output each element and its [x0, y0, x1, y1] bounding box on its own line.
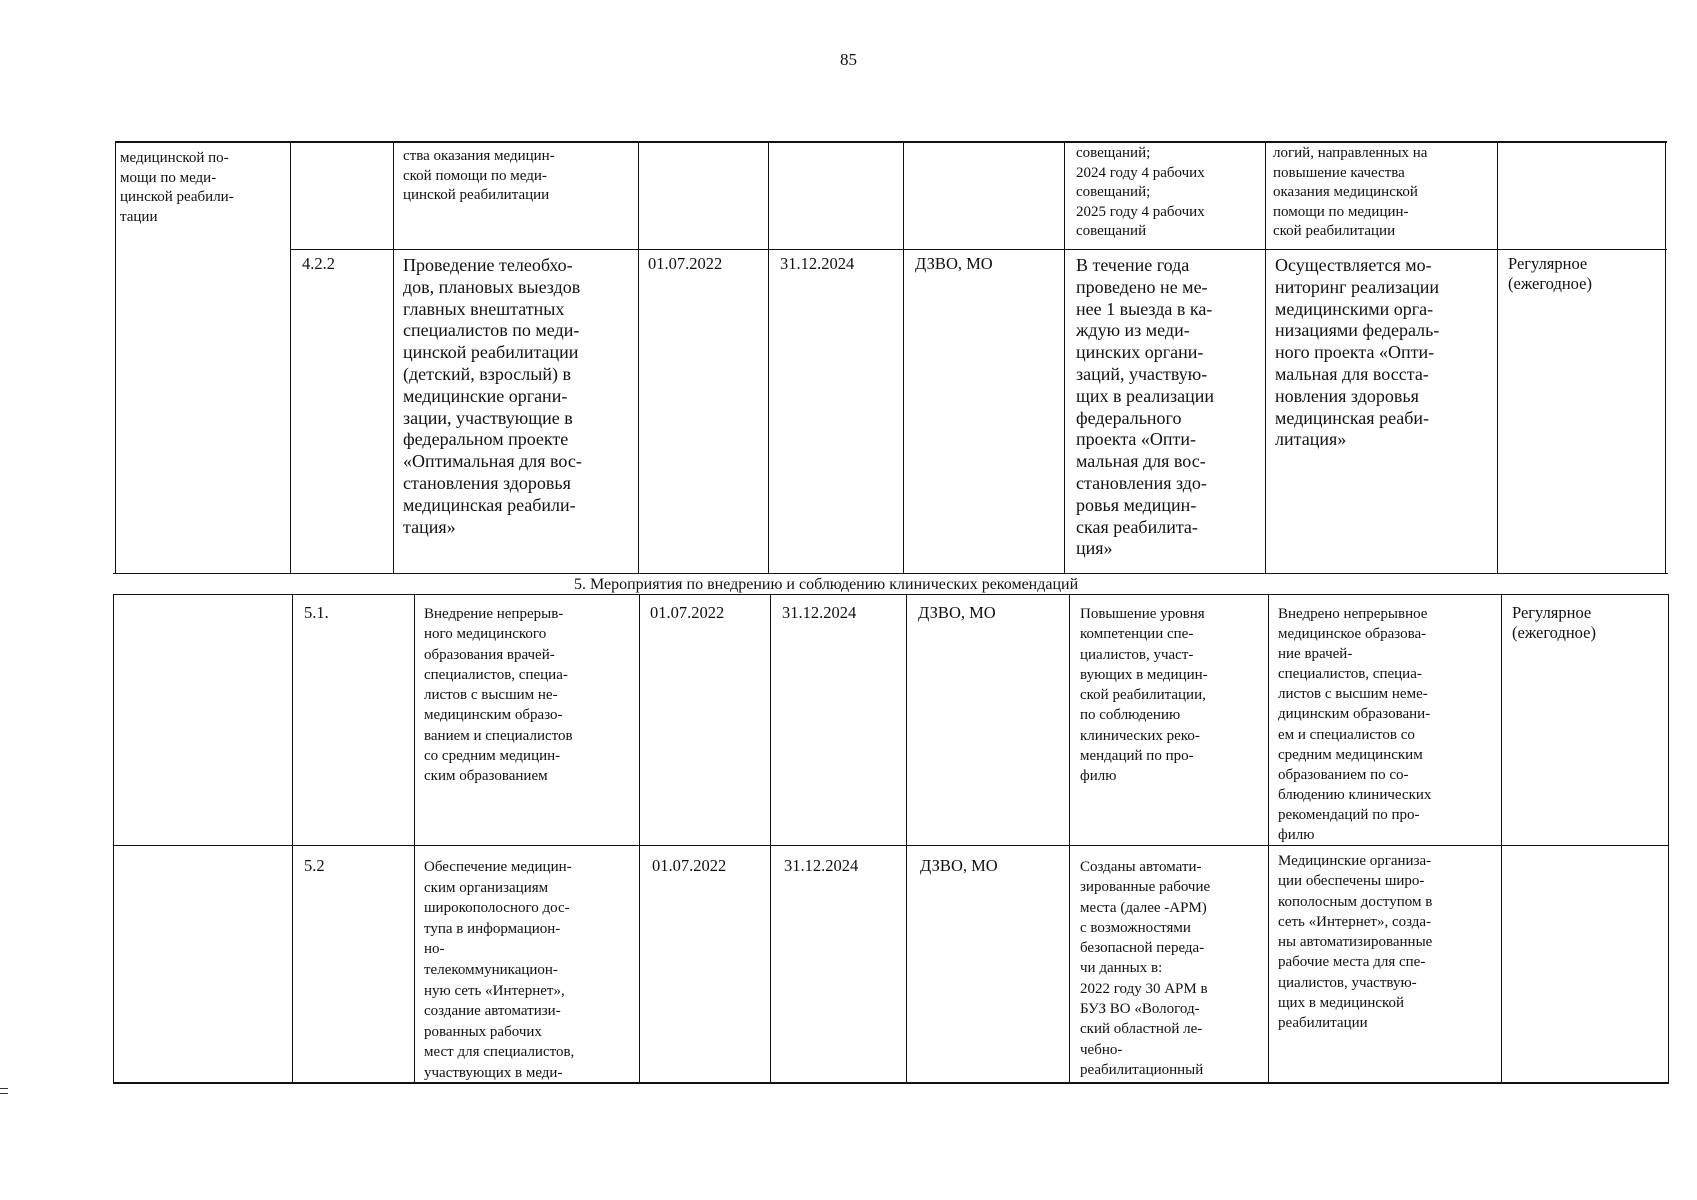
section5-top-border [113, 573, 1668, 574]
row-start-date: 01.07.2022 [652, 856, 727, 875]
row-divider-2 [113, 845, 1668, 846]
row-indicator: В течение года проведено не ме- нее 1 выезда в ка- ждую из меди- цинских органи- заций, участвую- щих в реализации федерального проекта «Опти- мальная для вос- становления здо- ровья медицин- ская реабилита- ция» [1076, 255, 1214, 559]
continuation-col3: ства оказания медицин- ской помощи по меди- цинской реабилитации [403, 148, 555, 203]
row-start-date: 01.07.2022 [650, 603, 725, 622]
row-result: Медицинские организа- ции обеспечены широ- кополосным доступом в сеть «Интернет», созда- ны автоматизированные рабочие места для спе- циалистов, участвую- щих в медицинской реабилитации [1278, 853, 1433, 1032]
table-bottom-border [113, 1082, 1669, 1084]
col-border-8-lower [1501, 594, 1502, 1083]
col-border-9 [1665, 141, 1666, 573]
col-border-2-lower [414, 594, 415, 1083]
col-border-3-lower [639, 594, 640, 1083]
row-responsible: ДЗВО, МО [918, 603, 996, 622]
row-result: Внедрено непрерывное медицинское образова- ние врачей- специалистов, специа- листов с высшим неме- дицинским образовани- ем и специалистов со средним медицинским образованием по со- блюдению клинических рекомендаций по про- филю [1278, 606, 1432, 844]
col-border-0-lower [113, 594, 114, 1083]
row-activity-name: Внедрение непрерыв- ного медицинского образования врачей- специалистов, специа- листов с высшим не- медицинским образо- ванием и специалистов со средним медицин- ским образованием [424, 606, 573, 785]
col-border-6-lower [1069, 594, 1070, 1083]
col-border-9-lower [1668, 594, 1669, 1083]
row-activity-name: Проведение телеобхо- дов, плановых выездов главных внештатных специалистов по меди- цинской реабилитации (детский, взрослый) в медицинские органи- зации, участвующие в федеральном проекте «Оптимальная для вос- становления здоровья медицинская реабили- тация» [403, 255, 582, 537]
page-number: 85 [840, 50, 857, 69]
scan-mark [0, 1093, 8, 1094]
row-start-date: 01.07.2022 [648, 254, 723, 273]
row-frequency: Регулярное (ежегодное) [1512, 603, 1596, 642]
col-border-5 [903, 141, 904, 573]
col-border-6 [1064, 141, 1065, 573]
col-border-0 [115, 141, 116, 573]
row-result: Осуществляется мо- ниторинг реализации медицинскими орга- низациями федераль- ного проекта «Опти- мальная для восста- новления здоровья медицинская реаби- литация» [1275, 255, 1440, 450]
table-top-border [115, 141, 1667, 143]
row-number: 5.1. [304, 603, 329, 622]
row-divider-1 [290, 249, 1667, 250]
row-frequency: Регулярное (ежегодное) [1508, 254, 1592, 293]
col-border-3 [638, 141, 639, 573]
row-indicator: Повышение уровня компетенции спе- циалистов, участ- вующих в медицин- ской реабилитации, по соблюдению клинических реко- мендаций по про- филю [1080, 606, 1208, 785]
continuation-col1: медицинской по- мощи по меди- цинской реабили- тации [120, 150, 234, 225]
continuation-col8: логий, направленных на повышение качества оказания медицинской помощи по медицин- ской реабилитации [1273, 145, 1428, 239]
row-activity-name: Обеспечение медицин- ским организациям широкополосного дос- тупа в информацион- но- телекоммуникацион- ную сеть «Интернет», создание автоматизи- рованных рабочих мест для специалистов, участвующих в меди- [424, 859, 575, 1081]
col-border-4-lower [770, 594, 771, 1083]
scan-mark [0, 1088, 8, 1089]
col-border-1-lower [292, 594, 293, 1083]
col-border-7-lower [1268, 594, 1269, 1083]
row-responsible: ДЗВО, МО [920, 856, 998, 875]
row-indicator: Созданы автомати- зированные рабочие места (далее -АРМ) с возможностями безопасной переда- чи данных в: 2022 году 30 АРМ в БУЗ ВО «Вологод- ский областной ле- чебно- реабилитационный [1080, 859, 1211, 1078]
row-number: 4.2.2 [302, 254, 335, 273]
section-heading: 5. Мероприятия по внедрению и соблюдению клинических рекомендаций [574, 576, 1079, 593]
col-border-5-lower [906, 594, 907, 1083]
continuation-col7: совещаний; 2024 году 4 рабочих совещаний; 2025 году 4 рабочих совещаний [1076, 145, 1205, 239]
section5-bottom-border [113, 594, 1668, 595]
row-end-date: 31.12.2024 [780, 254, 855, 273]
row-end-date: 31.12.2024 [784, 856, 859, 875]
col-border-1 [290, 141, 291, 573]
col-border-4 [768, 141, 769, 573]
row-end-date: 31.12.2024 [782, 603, 857, 622]
col-border-2 [393, 141, 394, 573]
row-responsible: ДЗВО, МО [915, 254, 993, 273]
col-border-7 [1265, 141, 1266, 573]
col-border-8 [1497, 141, 1498, 573]
row-number: 5.2 [304, 856, 325, 875]
